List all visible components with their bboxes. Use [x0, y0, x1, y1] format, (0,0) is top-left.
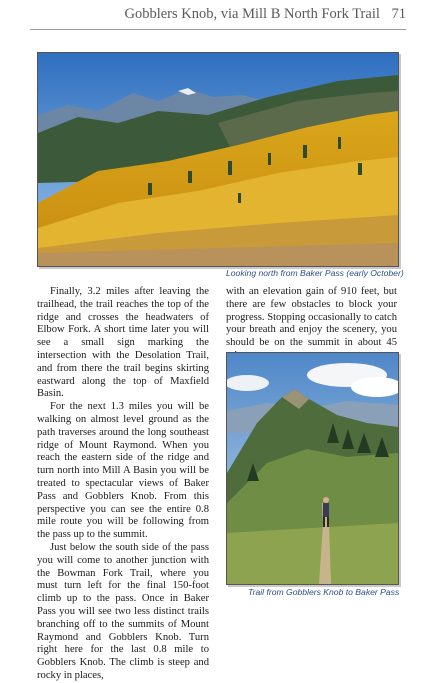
body-column-left	[37, 286, 209, 683]
photo-baker-pass	[37, 52, 399, 267]
photo-trail-ridge	[226, 352, 399, 585]
caption-baker-pass: Looking north from Baker Pass (early October)	[226, 268, 404, 278]
paragraph: For the next 1.3 miles you will be walking on almost level ground as the path traverses around the long southeast ridge of Mount Raymond. When you reach the eastern side of the ridge and turn north into Mill A Basin you will be treated to spectacular views of Baker Pass and Gobblers Knob. From this perspective you can see the entire 0.8 mile route you will be following from the pass up to the summit.	[37, 401, 209, 541]
photo-baker-pass-image	[38, 53, 398, 266]
photo-trail-ridge-image	[227, 353, 398, 584]
caption-trail-ridge: Trail from Gobblers Knob to Baker Pass	[248, 587, 400, 597]
running-header	[125, 6, 407, 23]
paragraph: Finally, 3.2 miles after leaving the trailhead, the trail reaches the top of the ridge and crosses the headwaters of Elbow Fork. A short time later you will see a small sign marking the intersection with the Desolation Trail, and from there the trail begins skirting eastward along the top of Maxfield Basin.	[37, 286, 209, 400]
header-title: Gobblers Knob, via Mill B North Fork Trail	[124, 6, 380, 22]
paragraph: Just below the south side of the pass you will come to another junction with the Bowman Fork Trail, where you must turn left for the final 150-foot climb up to the pass. Once in Baker Pass you will see two less distinct trails branching off to the summits of Mount Raymond and Gobblers Knob. Turn right here for the last 0.8 mile to Gobblers Knob. The climb is steep and rocky in places,	[37, 541, 209, 681]
page-number: 71	[391, 6, 406, 22]
paragraph: with an elevation gain of 910 feet, but there are few obstacles to block your progress. Stopping occasionally to catch your breath and enjoy the scenery, you should be on the summit in about 45	[226, 286, 397, 349]
header-rule	[30, 29, 406, 30]
